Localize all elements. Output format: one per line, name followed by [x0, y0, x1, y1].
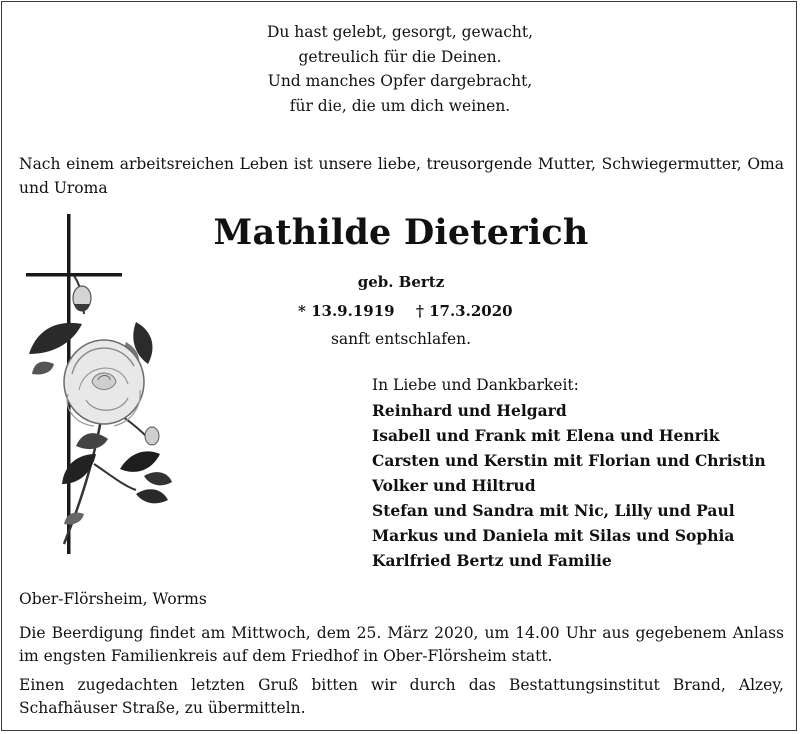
life-dates [298, 302, 513, 320]
place-text: Ober-Flörsheim, Worms [19, 590, 207, 608]
poem-line: für die, die um dich weinen. [289, 96, 511, 115]
passed-text: sanft entschlafen. [330, 330, 472, 348]
poem-line: Und manches Opfer dargebracht, [267, 72, 533, 90]
mourners-list [372, 373, 766, 573]
mourner-entry: Isabell und Frank mit Elena und Henrik [372, 426, 720, 445]
poem-line: getreulich für die Deinen. [298, 47, 502, 66]
mourner-entry: Stefan und Sandra mit Nic, Lilly und Paul [372, 501, 735, 520]
mourner-entry: Volker und Hiltrud [372, 476, 536, 495]
poem-line: Du hast gelebt, gesorgt, gewacht, [266, 23, 534, 41]
poem [2, 20, 798, 118]
mourner-entry: Carsten und Kerstin mit Florian und Christin [372, 451, 766, 470]
mourner-entry: Markus und Daniela mit Silas und Sophia [372, 526, 735, 545]
cross-with-rose-icon [24, 214, 174, 563]
death-date: † 17.3.2020 [416, 302, 513, 320]
deceased-name: Mathilde Dieterich [213, 212, 589, 253]
intro-text: Nach einem arbeitsreichen Leben ist unsere liebe, treusorgende Mutter, Schwiegermutter, Oma und Uroma [19, 155, 784, 197]
birth-name: geb. Bertz [357, 273, 445, 291]
birth-date: * 13.9.1919 [298, 302, 395, 320]
mourner-entry: Karlfried Bertz und Familie [372, 551, 612, 570]
funeral-info: Die Beerdigung findet am Mittwoch, dem 25. März 2020, um 14.00 Uhr aus gegebenem Anlass im engsten Familienkreis auf dem Friedhof in Ober-Flörsheim statt. [19, 624, 784, 665]
mourner-entry: Reinhard und Helgard [372, 401, 567, 420]
condolence-info: Einen zugedachten letzten Gruß bitten wir durch das Bestattungsinstitut Brand, Alzey, Schafhäuser Straße, zu übermitteln. [19, 676, 784, 717]
obituary-notice [1, 1, 797, 731]
mourners-heading: In Liebe und Dankbarkeit: [372, 376, 579, 394]
